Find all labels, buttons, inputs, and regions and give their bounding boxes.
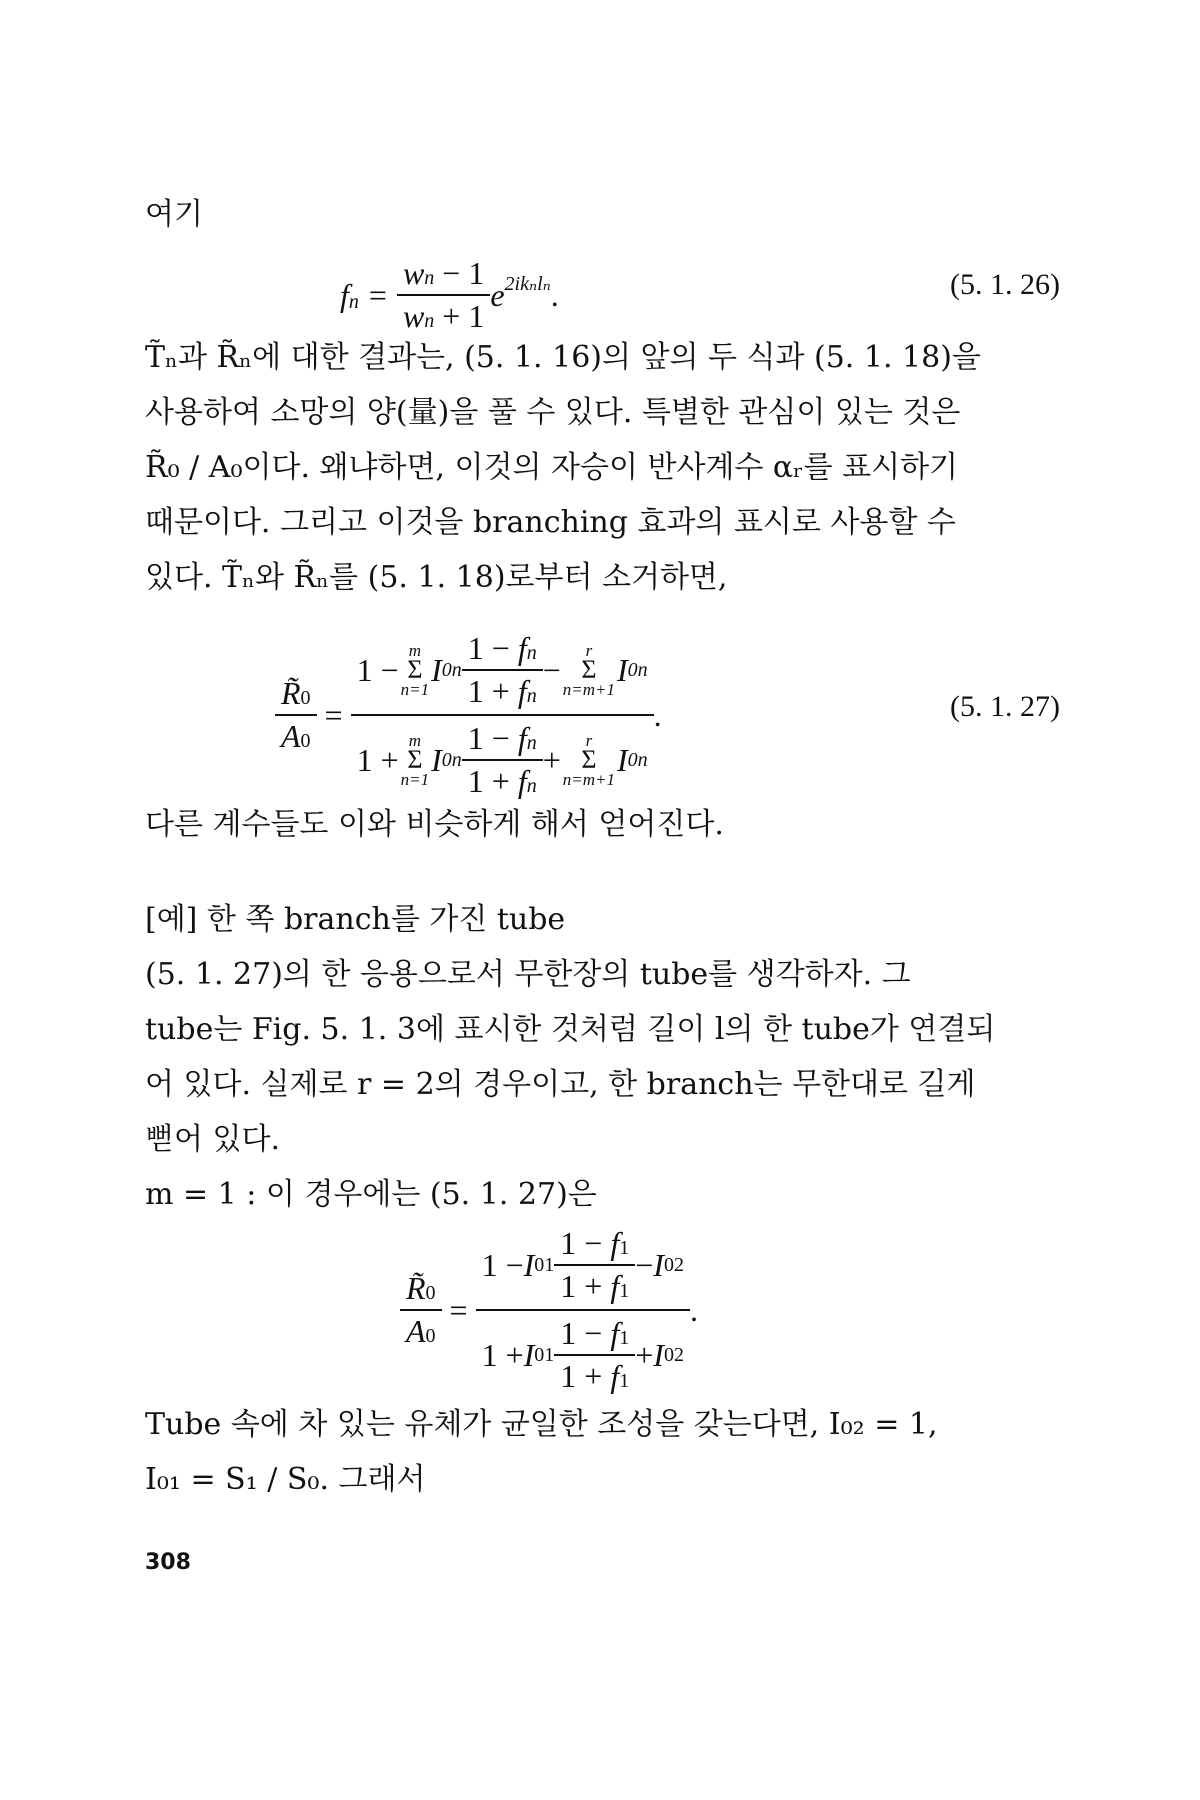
- text-line: [예] 한 쪽 branch를 가진 tube: [145, 902, 566, 937]
- text-line: 있다. T̃ₙ와 R̃ₙ를 (5. 1. 18)로부터 소거하면,: [145, 560, 728, 595]
- equation-5-1-27: $\frac{R̃0}{A0}$ = 1 − m Σ n=1 I 0n $\frac{1 - fn}{1 + fn}$ − r Σ n=m+1 I 0n 1 + m Σ n=1 I 0n $\frac{1 - fn}{1 + fn}$ + r Σ n=m+1 I 0n .: [275, 630, 662, 800]
- equation-m1-case: $\frac{R̃0}{A0}$ = 1 − I 01 $\frac{1 - f1}{1 + f1}$ − I 02 1 + I 01 $\frac{1 - f1}{1 + f1}$ + I 02 .: [400, 1225, 698, 1395]
- text-line: Tube 속에 차 있는 유체가 균일한 조성을 갖는다면, I₀₂ = 1,: [145, 1407, 938, 1442]
- equation-number: (5. 1. 27): [950, 690, 1060, 723]
- text-line: R̃₀ / A₀이다. 왜냐하면, 이것의 자승이 반사계수 αᵣ를 표시하기: [145, 450, 959, 485]
- text-line: 어 있다. 실제로 r = 2의 경우이고, 한 branch는 무한대로 길게: [145, 1067, 976, 1102]
- text-line: 뻗어 있다.: [145, 1122, 280, 1157]
- text-line: tube는 Fig. 5. 1. 3에 표시한 것처럼 길이 l의 한 tube가 연결되: [145, 1012, 996, 1047]
- text-line: 다른 계수들도 이와 비슷하게 해서 얻어진다.: [145, 807, 724, 842]
- text-line: T̃ₙ과 R̃ₙ에 대한 결과는, (5. 1. 16)의 앞의 두 식과 (5. 1. 18)을: [145, 340, 981, 375]
- text-line: 여기: [145, 197, 203, 232]
- text-line: I₀₁ = S₁ / S₀. 그래서: [145, 1462, 426, 1497]
- equation-number: (5. 1. 26): [950, 268, 1060, 301]
- text-line: m = 1 : 이 경우에는 (5. 1. 27)은: [145, 1177, 597, 1212]
- text-line: 때문이다. 그리고 이것을 branching 효과의 표시로 사용할 수: [145, 505, 956, 540]
- page-number: 308: [145, 1550, 191, 1575]
- text-line: (5. 1. 27)의 한 응용으로서 무한장의 tube를 생각하자. 그: [145, 957, 911, 992]
- equation-5-1-26: f n = $\frac{wn - 1}{wn + 1}$ e 2ikₙlₙ .: [340, 255, 559, 334]
- text-line: 사용하여 소망의 양(量)을 풀 수 있다. 특별한 관심이 있는 것은: [145, 395, 961, 430]
